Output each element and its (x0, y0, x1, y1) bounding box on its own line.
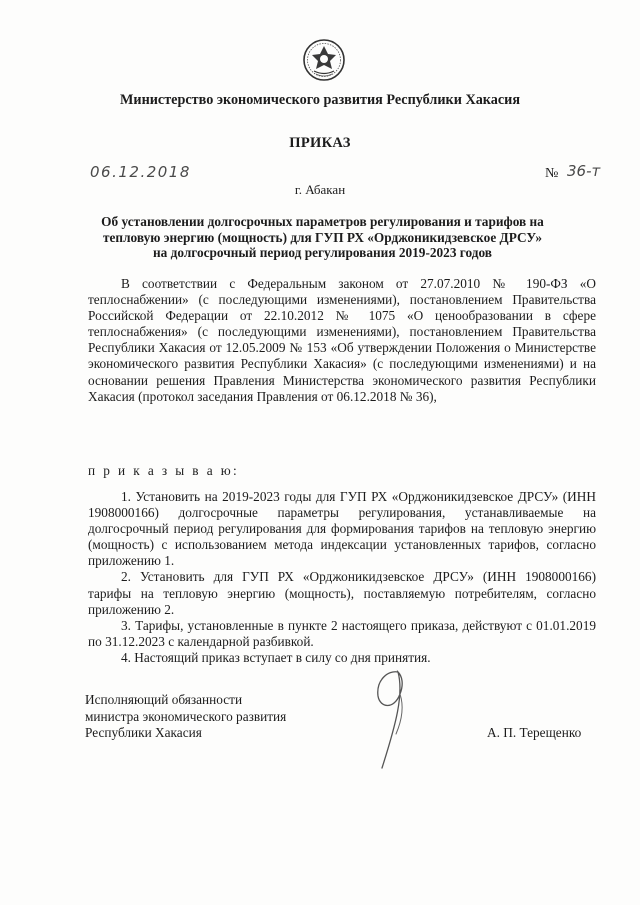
handwritten-number: 36-т (567, 162, 601, 180)
signer-position-line: Республики Хакасия (85, 725, 202, 740)
document-type-title: ПРИКАЗ (289, 135, 351, 151)
preamble-paragraph: В соответствии с Федеральным законом от 27.07.2010 № 190-ФЗ «О теплоснабжении» (с последующими изменениями), постановлением Правительства Российской Федерации от 22.10.2012 № 1075 «О ценообразовании в сфере теплоснабжения» (с последующими изменениями), постановлением Правительства Республики Хакасия от 12.05.2009 № 153 «Об утверждении Положения о Министерстве экономического развития Республики Хакасия» (с последующими изменениями) и на основании решения Правления Министерства экономического развития Республики Хакасия (протокол заседания Правления от 06.12.2018 № 36), (88, 276, 596, 404)
order-item: 2. Установить для ГУП РХ «Орджоникидзевское ДРСУ» (ИНН 1908000166) тарифы на тепловую энергию (мощность), поставляемую потребителям, согласно приложению 2. (88, 569, 596, 617)
signer-position (85, 692, 286, 742)
city-name: г. Абакан (294, 182, 346, 197)
signer-name: А. П. Терещенко (487, 725, 582, 740)
order-subject: Об установлении долгосрочных параметров регулирования и тарифов на тепловую энергию (мощность) для ГУП РХ «Орджоникидзевское ДРСУ» на долгосрочный период регулирования 2019-2023 годов (101, 214, 544, 260)
ministry-name: Министерство экономического развития Республики Хакасия (120, 92, 520, 108)
signer-position-line: Исполняющий обязанности (85, 692, 243, 707)
handwritten-signature-icon (360, 664, 420, 774)
handwritten-date: 06.12.2018 (90, 163, 191, 181)
coat-of-arms-icon (302, 38, 346, 82)
signer-position-line: министра экономического развития (85, 708, 287, 724)
order-item: 4. Настоящий приказ вступает в силу со дня принятия. (121, 649, 431, 665)
order-item: 1. Установить на 2019-2023 годы для ГУП РХ «Орджоникидзевское ДРСУ» (ИНН 1908000166) долгосрочные параметры регулирования, устанавливаемые на долгосрочный период регулирования для формирования тарифов на тепловую энергию (мощность) с использованием метода индексации установленных тарифов, согласно приложению 1. (88, 489, 596, 569)
number-label: № (545, 166, 559, 181)
decree-word: п р и к а з ы в а ю: (88, 463, 240, 478)
order-item: 3. Тарифы, установленные в пункте 2 настоящего приказа, действуют с 01.01.2019 по 31.12.2023 с календарной разбивкой. (88, 617, 596, 649)
order-items (88, 489, 596, 666)
